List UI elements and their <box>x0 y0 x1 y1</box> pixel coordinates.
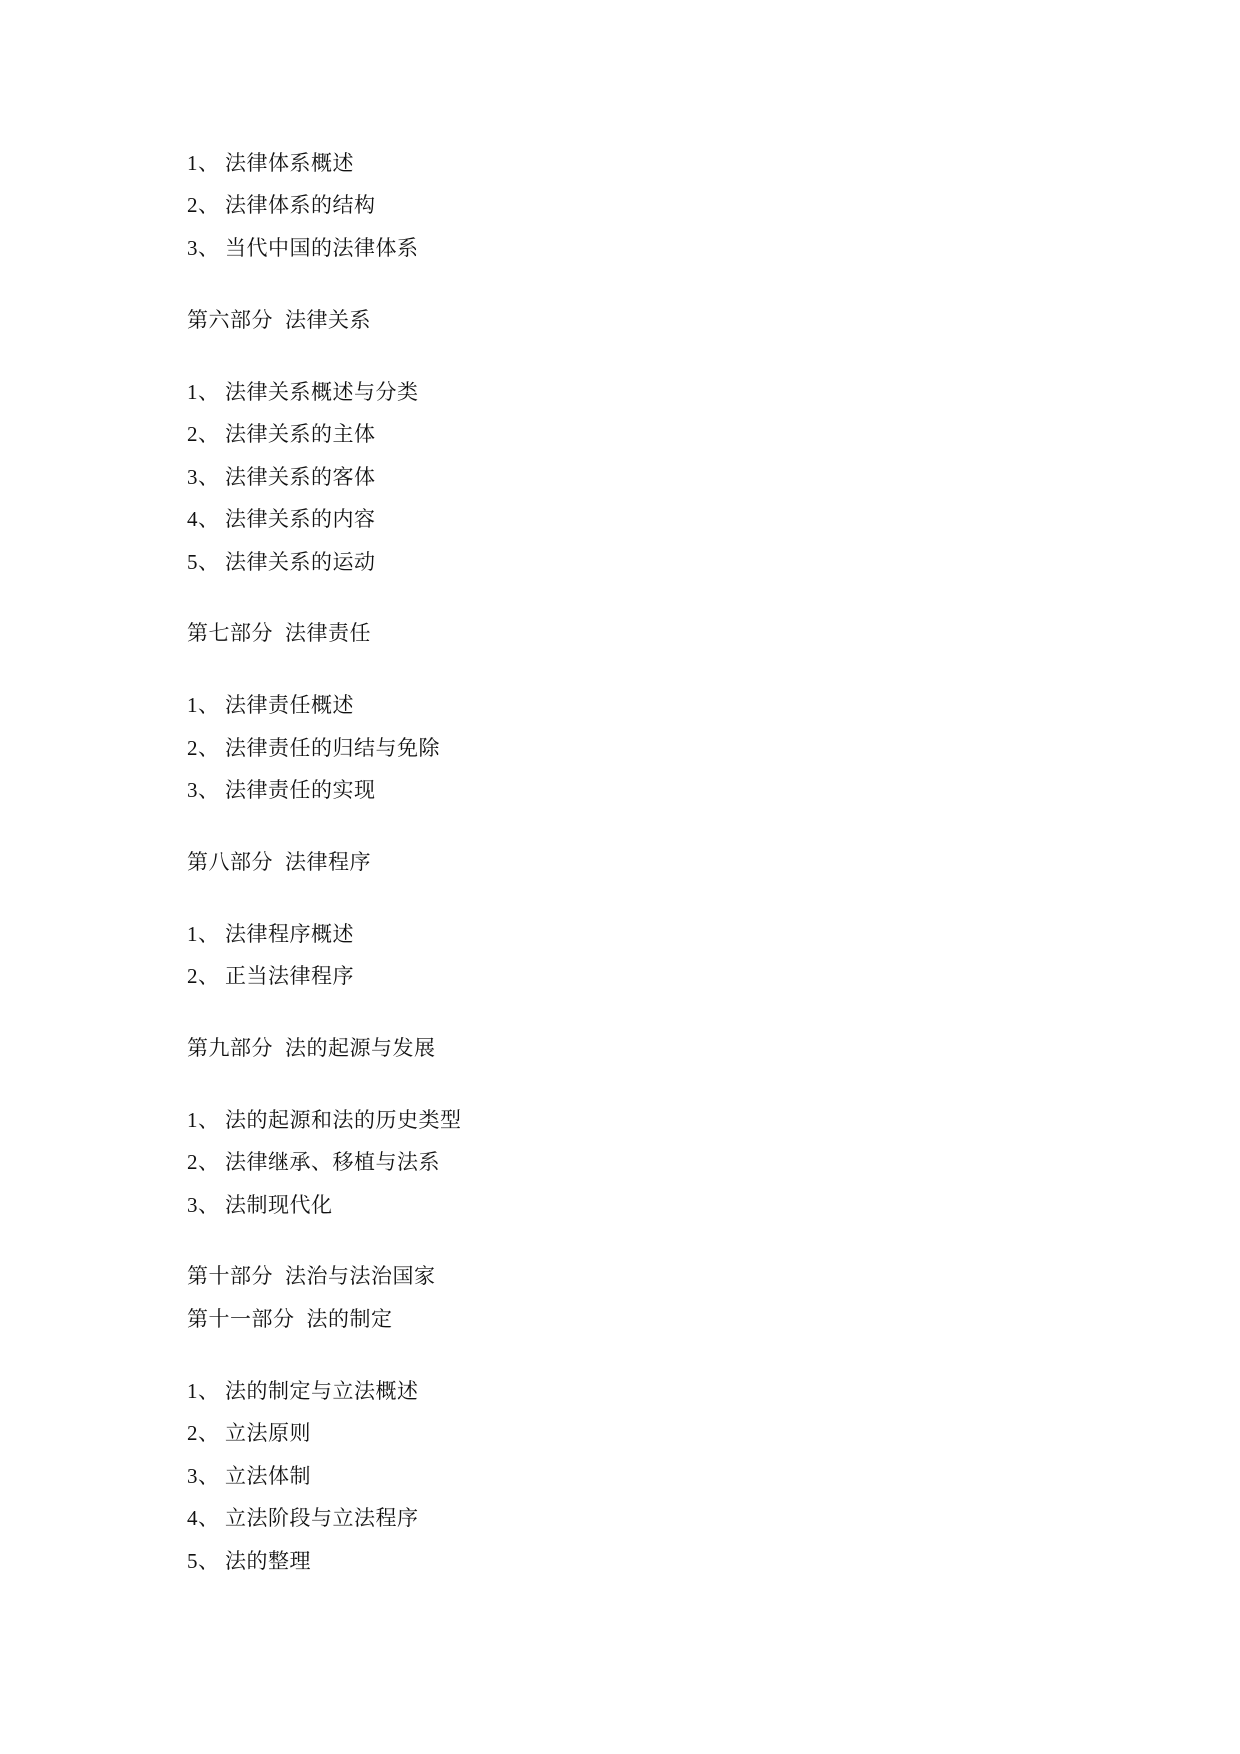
section-part-label: 第九部分 <box>187 1036 273 1060</box>
list-item-number: 2、 <box>187 193 220 217</box>
section-part-label: 第七部分 <box>187 621 273 645</box>
list-item-text: 法律程序概述 <box>225 922 354 946</box>
section-heading <box>187 849 371 875</box>
section-title: 法律关系 <box>285 308 371 332</box>
section-heading <box>187 307 371 333</box>
list-item-number: 1、 <box>187 380 220 404</box>
list-item-text: 立法阶段与立法程序 <box>225 1506 419 1530</box>
section-heading <box>187 620 371 646</box>
list-item <box>187 777 376 803</box>
list-item <box>187 1192 333 1218</box>
list-item-text: 法的起源和法的历史类型 <box>225 1108 462 1132</box>
list-item-text: 法的制定与立法概述 <box>225 1379 419 1403</box>
list-item-text: 正当法律程序 <box>225 964 354 988</box>
list-item <box>187 192 376 218</box>
list-item <box>187 1505 419 1531</box>
list-item <box>187 1149 440 1175</box>
list-item-number: 2、 <box>187 964 220 988</box>
list-item-number: 5、 <box>187 1549 220 1573</box>
list-item-number: 1、 <box>187 1108 220 1132</box>
list-item-number: 4、 <box>187 1506 220 1530</box>
list-item <box>187 549 376 575</box>
section-title: 法治与法治国家 <box>285 1264 436 1288</box>
list-item <box>187 379 419 405</box>
list-item-number: 3、 <box>187 1193 220 1217</box>
list-item-text: 立法原则 <box>225 1421 311 1445</box>
list-item-text: 法律体系概述 <box>225 151 354 175</box>
section-heading <box>187 1306 393 1332</box>
list-item-number: 3、 <box>187 465 220 489</box>
list-item-number: 2、 <box>187 422 220 446</box>
list-item <box>187 464 376 490</box>
list-item <box>187 921 354 947</box>
list-item-number: 3、 <box>187 1464 220 1488</box>
list-item <box>187 1463 311 1489</box>
list-item-text: 法律体系的结构 <box>225 193 376 217</box>
list-item <box>187 1548 311 1574</box>
list-item <box>187 150 354 176</box>
list-item-text: 法律关系的内容 <box>225 507 376 531</box>
list-item-text: 当代中国的法律体系 <box>225 236 419 260</box>
section-title: 法律责任 <box>285 621 371 645</box>
list-item <box>187 963 354 989</box>
section-title: 法律程序 <box>285 850 371 874</box>
list-item <box>187 506 376 532</box>
list-item-number: 2、 <box>187 1150 220 1174</box>
list-item <box>187 1107 462 1133</box>
list-item-number: 1、 <box>187 922 220 946</box>
list-item-text: 法律关系的主体 <box>225 422 376 446</box>
list-item-text: 法律责任的归结与免除 <box>225 736 440 760</box>
list-item-number: 2、 <box>187 736 220 760</box>
list-item <box>187 692 354 718</box>
section-part-label: 第六部分 <box>187 308 273 332</box>
list-item-text: 法律关系概述与分类 <box>225 380 419 404</box>
list-item <box>187 421 376 447</box>
section-heading <box>187 1035 436 1061</box>
list-item-text: 法律关系的客体 <box>225 465 376 489</box>
section-part-label: 第八部分 <box>187 850 273 874</box>
list-item-text: 法律责任概述 <box>225 693 354 717</box>
section-part-label: 第十一部分 <box>187 1307 295 1331</box>
list-item-number: 5、 <box>187 550 220 574</box>
section-heading <box>187 1263 436 1289</box>
list-item-number: 2、 <box>187 1421 220 1445</box>
section-title: 法的制定 <box>306 1307 393 1331</box>
list-item-text: 法律责任的实现 <box>225 778 376 802</box>
section-title: 法的起源与发展 <box>285 1036 436 1060</box>
list-item-text: 立法体制 <box>225 1464 311 1488</box>
list-item <box>187 235 419 261</box>
list-item <box>187 1420 311 1446</box>
list-item-number: 3、 <box>187 778 220 802</box>
list-item-text: 法的整理 <box>225 1549 311 1573</box>
list-item-text: 法律关系的运动 <box>225 550 376 574</box>
list-item <box>187 735 440 761</box>
list-item-number: 3、 <box>187 236 220 260</box>
list-item-number: 1、 <box>187 693 220 717</box>
list-item-number: 1、 <box>187 1379 220 1403</box>
list-item-text: 法律继承、移植与法系 <box>225 1150 440 1174</box>
list-item-text: 法制现代化 <box>225 1193 333 1217</box>
list-item-number: 1、 <box>187 151 220 175</box>
section-part-label: 第十部分 <box>187 1264 273 1288</box>
list-item-number: 4、 <box>187 507 220 531</box>
list-item <box>187 1378 419 1404</box>
